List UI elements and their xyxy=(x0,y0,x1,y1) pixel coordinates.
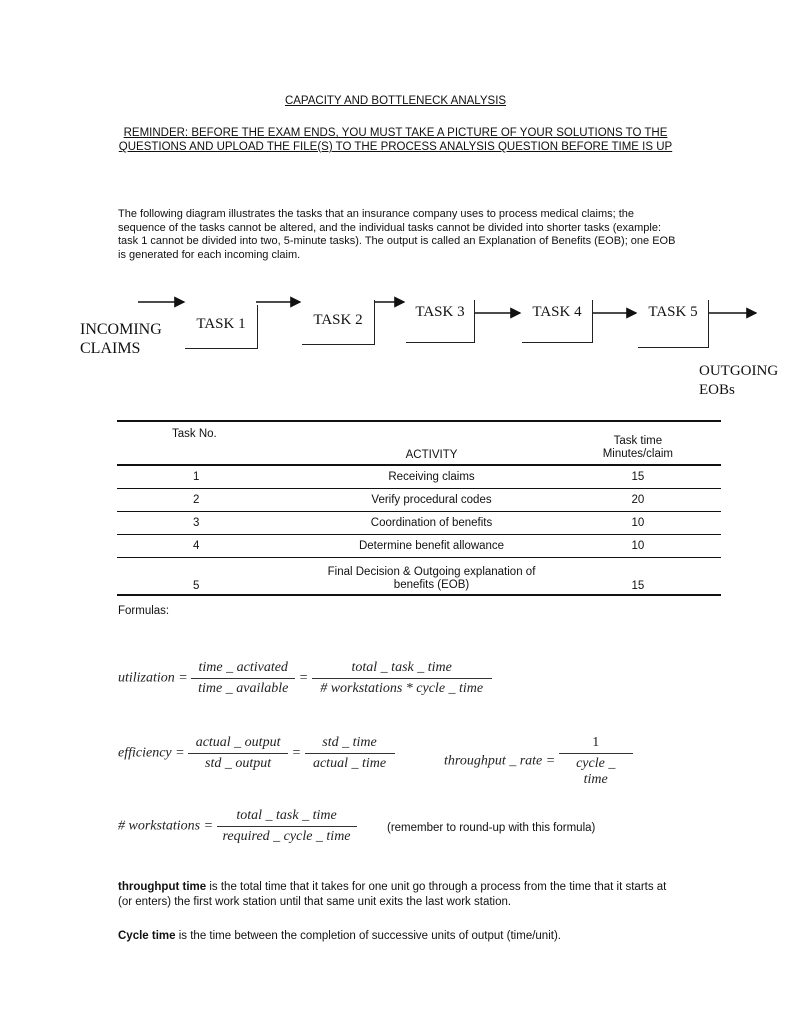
header-task-time-text: Task time Minutes/claim xyxy=(602,435,674,460)
workstations-formula xyxy=(118,808,357,845)
table-row xyxy=(117,535,721,558)
definition-text: is the time between the completion of successive units of output (time/unit). xyxy=(175,930,561,942)
header-task-no: Task No. xyxy=(117,421,308,465)
cycle-time-definition xyxy=(118,929,683,944)
task-no-cell: 5 xyxy=(117,558,308,596)
utilization-frac-2 xyxy=(312,660,492,697)
utilization-formula xyxy=(118,660,492,697)
efficiency-formula xyxy=(118,735,395,772)
task-no-cell: 4 xyxy=(117,535,308,558)
workstations-frac xyxy=(217,808,357,845)
reminder-notice: REMINDER: BEFORE THE EXAM ENDS, YOU MUST TAKE A PICTURE OF YOUR SOLUTIONS TO THE QUESTIONS AND UPLOAD THE FILE(S) TO THE PROCESS ANALYSIS QUESTION BEFORE TIME IS UP xyxy=(118,127,673,153)
time-cell: 20 xyxy=(555,489,721,512)
table-row xyxy=(117,465,721,489)
task-no-cell: 3 xyxy=(117,512,308,535)
throughput-time-definition xyxy=(118,880,683,910)
outgoing-line: OUTGOING xyxy=(699,363,779,379)
activity-cell: Receiving claims xyxy=(308,465,554,489)
numerator: std _ time xyxy=(305,735,395,754)
activity-cell: Verify procedural codes xyxy=(308,489,554,512)
outgoing-eobs-label xyxy=(699,362,778,400)
table-row xyxy=(117,489,721,512)
incoming-line: INCOMING xyxy=(80,321,162,338)
incoming-claims-label xyxy=(80,320,162,358)
numerator: total _ task _ time xyxy=(217,808,357,827)
time-cell: 10 xyxy=(555,535,721,558)
denominator: # workstations * cycle _ time xyxy=(320,681,484,696)
task-box-2 xyxy=(302,300,375,345)
equals-sign: = xyxy=(298,670,309,686)
numerator: total _ task _ time xyxy=(312,660,492,679)
task-box-3 xyxy=(406,300,475,343)
task-box-5 xyxy=(638,300,709,348)
utilization-frac-1 xyxy=(191,660,295,697)
time-cell: 15 xyxy=(555,558,721,596)
numerator: actual _ output xyxy=(188,735,288,754)
task-label: TASK 2 xyxy=(313,312,363,328)
efficiency-frac-2 xyxy=(305,735,395,772)
activity-cell xyxy=(308,558,554,596)
utilization-lhs: utilization = xyxy=(118,670,188,686)
task-table xyxy=(117,420,721,596)
task-label: TASK 4 xyxy=(532,304,582,320)
numerator: 1 xyxy=(559,735,633,754)
task-label: TASK 3 xyxy=(415,304,465,320)
incoming-line: CLAIMS xyxy=(80,340,141,357)
activity-cell: Determine benefit allowance xyxy=(308,535,554,558)
denominator: cycle _ time xyxy=(576,756,616,787)
equals-sign: = xyxy=(291,745,302,761)
task-box-1 xyxy=(185,305,258,349)
denominator: required _ cycle _ time xyxy=(222,829,351,844)
intro-paragraph: The following diagram illustrates the tasks that an insurance company uses to process medical claims; the sequence of the tasks cannot be altered, and the individual tasks cannot be divided into shorter tasks (example: task 1 cannot be divided into two, 5-minute tasks). The output is called an Explanation of Benefits (EOB); one EOB is generated for each incoming claim. xyxy=(118,208,676,261)
task-no-cell: 2 xyxy=(117,489,308,512)
denominator: std _ output xyxy=(205,756,272,771)
time-cell: 10 xyxy=(555,512,721,535)
definition-text: is the total time that it takes for one unit go through a process from the time that it starts at (or enters) the first work station until that same unit exits the last work station. xyxy=(118,881,667,908)
round-up-note: (remember to round-up with this formula) xyxy=(387,822,596,834)
page-title: CAPACITY AND BOTTLENECK ANALYSIS xyxy=(284,95,507,107)
task-no-cell: 1 xyxy=(117,465,308,489)
numerator: time _ activated xyxy=(191,660,295,679)
header-task-time xyxy=(555,421,721,465)
task-label: TASK 1 xyxy=(196,316,246,332)
activity-text: Final Decision & Outgoing explanation of benefits (EOB) xyxy=(327,566,536,591)
table-row xyxy=(117,558,721,596)
workstations-lhs: # workstations = xyxy=(118,818,214,834)
denominator: actual _ time xyxy=(312,756,387,771)
task-label: TASK 5 xyxy=(648,304,698,320)
throughput-frac xyxy=(559,735,633,788)
header-activity: ACTIVITY xyxy=(308,421,554,465)
activity-cell: Coordination of benefits xyxy=(308,512,554,535)
efficiency-lhs: efficiency = xyxy=(118,745,185,761)
efficiency-frac-1 xyxy=(188,735,288,772)
table-header-row xyxy=(117,421,721,465)
table-row xyxy=(117,512,721,535)
throughput-rate-formula xyxy=(444,735,633,788)
outgoing-line: EOBs xyxy=(699,382,735,398)
throughput-lhs: throughput _ rate = xyxy=(444,753,556,769)
time-cell: 15 xyxy=(555,465,721,489)
task-box-4 xyxy=(522,300,593,343)
formulas-label: Formulas: xyxy=(118,605,170,617)
denominator: time _ available xyxy=(198,681,289,696)
term: throughput time xyxy=(118,881,207,893)
term: Cycle time xyxy=(118,930,176,942)
